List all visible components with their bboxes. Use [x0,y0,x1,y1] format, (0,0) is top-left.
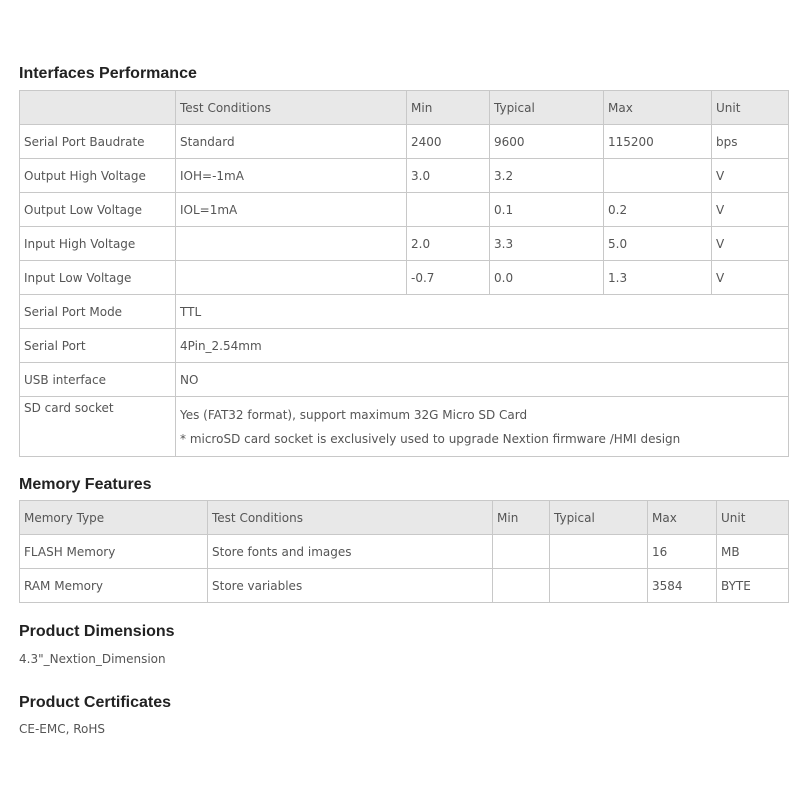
memory-type-cell: RAM Memory [20,569,208,603]
min-cell: 3.0 [407,159,490,193]
unit-cell: bps [712,125,789,159]
product-dimensions-title: Product Dimensions [19,623,175,640]
table-row [20,569,789,603]
header-cell-min: Min [407,91,490,125]
header-cell-test-conditions: Test Conditions [208,501,493,535]
min-cell [493,569,550,603]
header-cell-max: Max [648,501,717,535]
usb-interface-value: NO [176,363,789,397]
table-header-row [20,501,789,535]
serial-port-mode-value: TTL [176,295,789,329]
row-label: Input High Voltage [20,227,176,261]
table-row [20,193,789,227]
memory-features-title: Memory Features [19,476,152,493]
header-cell-memory-type: Memory Type [20,501,208,535]
table-row [20,261,789,295]
interfaces-performance-table [19,90,789,457]
min-cell: 2400 [407,125,490,159]
min-cell: 2.0 [407,227,490,261]
header-cell-min: Min [493,501,550,535]
test-conditions-cell: IOH=-1mA [176,159,407,193]
max-cell: 5.0 [604,227,712,261]
table-row-sd-card-socket [20,397,789,457]
unit-cell: V [712,261,789,295]
interfaces-performance-title: Interfaces Performance [19,65,197,82]
row-label: Serial Port Mode [20,295,176,329]
row-label: Input Low Voltage [20,261,176,295]
test-conditions-cell [176,227,407,261]
product-certificates-title: Product Certificates [19,694,172,711]
header-cell-blank [20,91,176,125]
typical-cell: 3.3 [490,227,604,261]
typical-cell [550,569,648,603]
max-cell: 0.2 [604,193,712,227]
test-conditions-cell: Standard [176,125,407,159]
row-label: Output Low Voltage [20,193,176,227]
dimension-link-text[interactable]: 4.3"_Nextion_Dimension [19,652,166,666]
min-cell [493,535,550,569]
header-cell-typical: Typical [550,501,648,535]
table-row [20,159,789,193]
typical-cell: 9600 [490,125,604,159]
sd-card-socket-line: Yes (FAT32 format), support maximum 32G Micro SD Card [180,407,528,422]
max-cell [604,159,712,193]
typical-cell: 0.0 [490,261,604,295]
header-cell-test-conditions: Test Conditions [176,91,407,125]
header-cell-max: Max [604,91,712,125]
typical-cell [550,535,648,569]
header-cell-unit: Unit [717,501,789,535]
unit-cell: V [712,193,789,227]
sd-card-socket-value [176,397,789,457]
max-cell: 16 [648,535,717,569]
memory-features-table [19,500,789,603]
max-cell: 1.3 [604,261,712,295]
table-row-serial-port [20,329,789,363]
row-label: Serial Port Baudrate [20,125,176,159]
row-label: Serial Port [20,329,176,363]
header-cell-typical: Typical [490,91,604,125]
certificates-text: CE-EMC, RoHS [19,722,106,736]
test-conditions-cell: Store variables [208,569,493,603]
row-label: Output High Voltage [20,159,176,193]
max-cell: 3584 [648,569,717,603]
serial-port-value: 4Pin_2.54mm [176,329,789,363]
test-conditions-cell: Store fonts and images [208,535,493,569]
test-conditions-cell: IOL=1mA [176,193,407,227]
sd-card-socket-note: * microSD card socket is exclusively used to upgrade Nextion firmware /HMI design [180,431,681,446]
table-row [20,227,789,261]
unit-cell: MB [717,535,789,569]
typical-cell: 3.2 [490,159,604,193]
table-row-usb-interface [20,363,789,397]
unit-cell: V [712,227,789,261]
min-cell [407,193,490,227]
unit-cell: V [712,159,789,193]
header-cell-unit: Unit [712,91,789,125]
table-row [20,535,789,569]
table-row-serial-port-mode [20,295,789,329]
row-label: USB interface [20,363,176,397]
test-conditions-cell [176,261,407,295]
unit-cell: BYTE [717,569,789,603]
max-cell: 115200 [604,125,712,159]
min-cell: -0.7 [407,261,490,295]
table-row [20,125,789,159]
row-label: SD card socket [20,397,176,457]
memory-type-cell: FLASH Memory [20,535,208,569]
table-header-row [20,91,789,125]
typical-cell: 0.1 [490,193,604,227]
